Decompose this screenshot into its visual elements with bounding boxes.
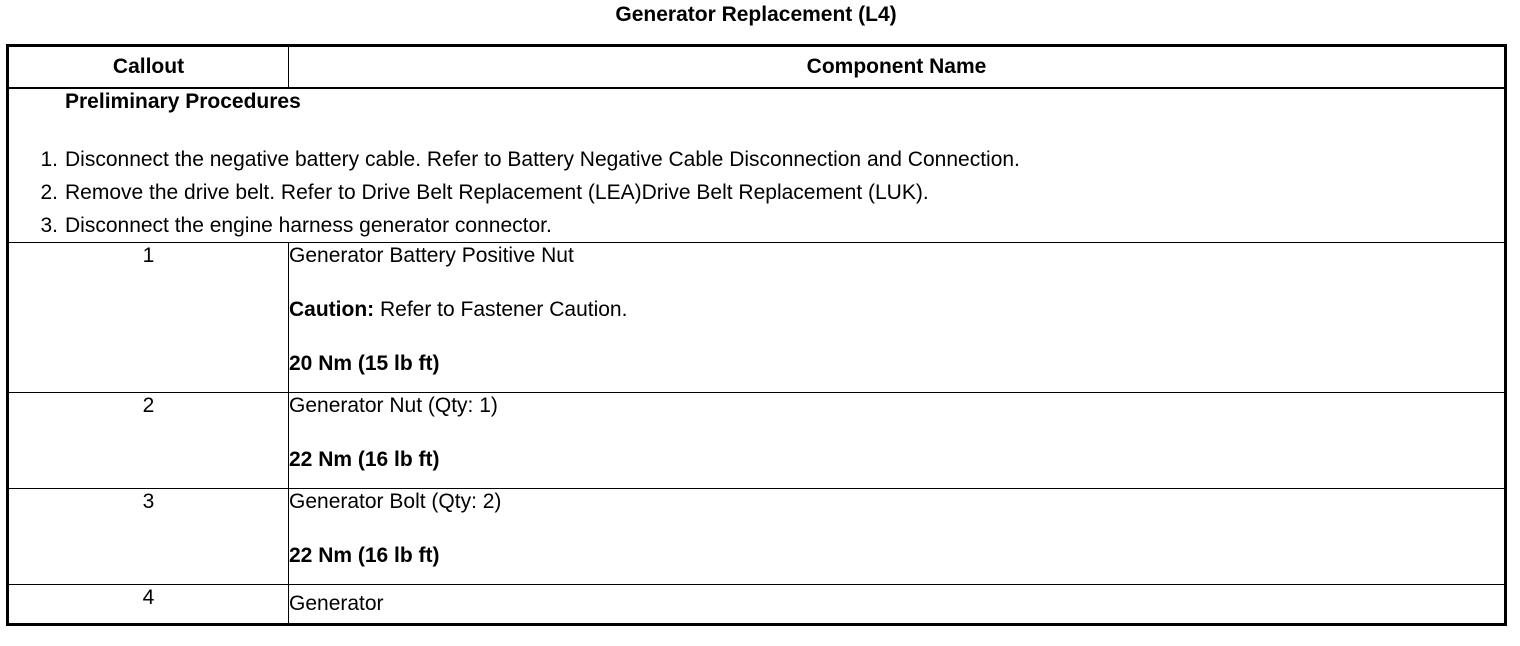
preliminary-steps-list xyxy=(9,143,1504,242)
torque-spec: 20 Nm (15 lb ft) xyxy=(289,352,440,375)
torque-spec: 22 Nm (16 lb ft) xyxy=(289,544,440,567)
caution-label: Caution: xyxy=(289,298,375,321)
step-text: Disconnect the negative battery cable. Refer to Battery Negative Cable Disconnection and Connection. xyxy=(65,148,1020,171)
step-text: Disconnect the engine harness generator connector. xyxy=(65,214,552,237)
component-column-header: Component Name xyxy=(289,46,1506,89)
step-number: 2. xyxy=(40,181,58,204)
table-row xyxy=(8,393,1506,489)
preliminary-heading: Preliminary Procedures xyxy=(65,90,301,113)
document-title: Generator Replacement (L4) xyxy=(615,3,897,26)
preliminary-procedures-cell xyxy=(8,88,1506,243)
caution-note xyxy=(289,297,1504,323)
component-name: Generator Nut (Qty: 1) xyxy=(289,394,498,417)
step-number: 3. xyxy=(40,214,58,237)
callout-cell: 1 xyxy=(8,243,289,393)
table-header-row xyxy=(8,46,1506,89)
table-row xyxy=(8,489,1506,585)
component-cell xyxy=(289,243,1506,393)
component-name: Generator xyxy=(289,592,384,615)
step-text: Remove the drive belt. Refer to Drive Belt Replacement (LEA)Drive Belt Replacement (LUK). xyxy=(65,181,929,204)
preliminary-row xyxy=(8,88,1506,243)
callout-cell: 4 xyxy=(8,585,289,625)
list-item xyxy=(9,209,1504,242)
step-number: 1. xyxy=(40,148,58,171)
table-row xyxy=(8,585,1506,625)
component-cell xyxy=(289,489,1506,585)
component-cell xyxy=(289,585,1506,625)
component-cell xyxy=(289,393,1506,489)
table-row xyxy=(8,243,1506,393)
torque-spec: 22 Nm (16 lb ft) xyxy=(289,448,440,471)
callout-cell: 3 xyxy=(8,489,289,585)
component-name: Generator Battery Positive Nut xyxy=(289,244,574,267)
callout-cell: 2 xyxy=(8,393,289,489)
callout-column-header: Callout xyxy=(8,46,289,89)
list-item xyxy=(9,143,1504,176)
procedure-table xyxy=(6,44,1507,626)
component-name: Generator Bolt (Qty: 2) xyxy=(289,490,502,513)
list-item xyxy=(9,176,1504,209)
caution-text: Refer to Fastener Caution. xyxy=(374,298,628,321)
